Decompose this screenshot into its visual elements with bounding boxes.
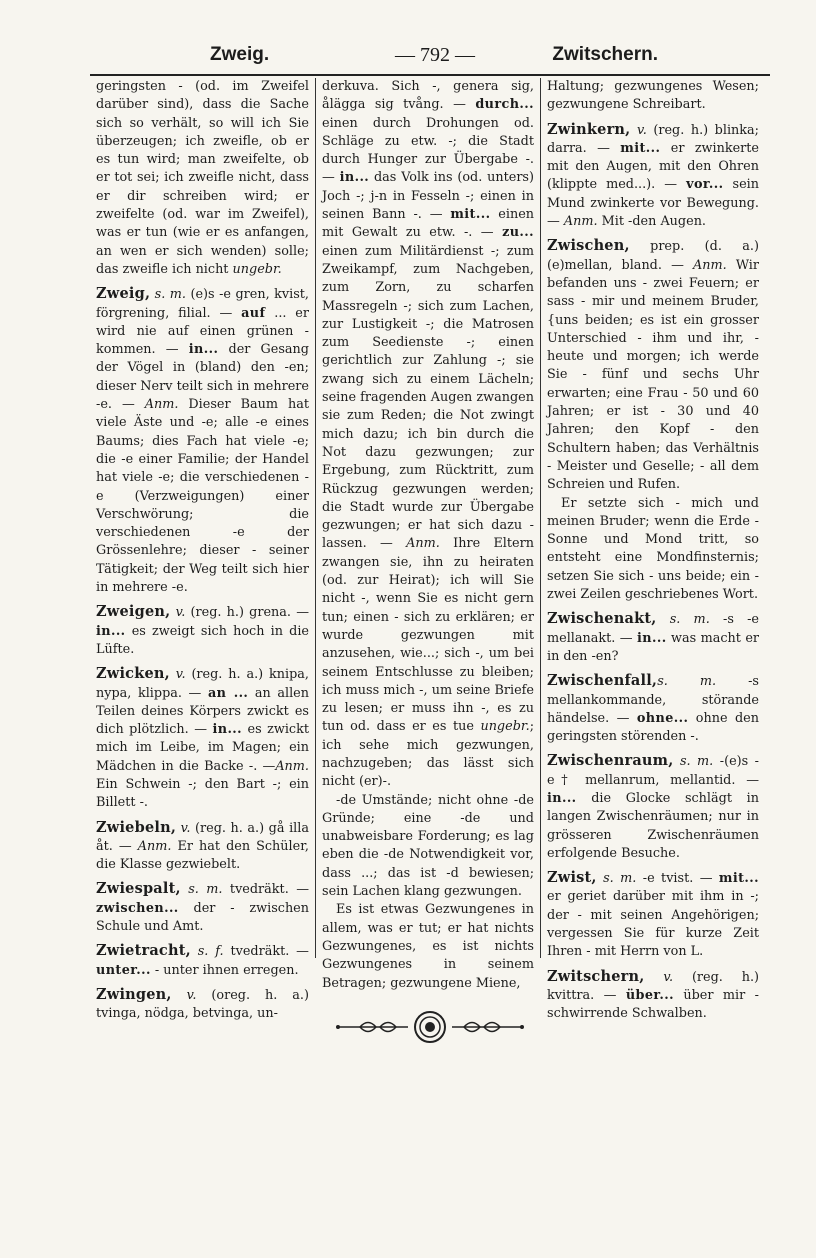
paragraph-gezwungen: Es ist etwas Gezwungenes in allem, was er tut; er hat nichts Gezwungenes, es ist nichts Gezwungenes in seinem Betragen; gezwungene Miene, — [322, 902, 534, 991]
headword: Zwingen, — [96, 985, 172, 1003]
paragraph-zwischen: Er setzte sich - mich und meinen Bruder; wenn die Erde - Sonne und Mond tritt, so entsteht eine Mondfinsternis; setzen Sie sich - uns beide; ein - zwei Zeilen geschriebenes Wort. — [547, 495, 759, 603]
entry-zweig: Zweig, s. m. (e)s -e gren, kvist, förgrening, filial. — auf ... er wird nie auf einen grünen - kommen. — in... der Gesang der Vögel in (bland) den -en; dieser Nerv teilt sich in mehrere -e. — Anm. Dieser Baum hat viele Äste und -e; alle -e eines Baums; dies Fach hat viele -e; die -e einer Familie; der Handel hat viele -e; die verschiedenen -e (Verzweigungen) einer Verschwörung; die verschiedenen -e der Grössenlehre; dieser - seiner Tätigkeit; der Weg teilt sich hier in mehrere -e. — [96, 285, 309, 596]
entry-zwischenfall: Zwischenfall,s. m. -s mellankommande, störande händelse. — ohne... ohne den geringsten störenden -. — [547, 672, 759, 745]
headword: Zwischenfall, — [547, 672, 658, 690]
page-number: — 792 — — [395, 44, 475, 66]
headword: Zwist, — [547, 869, 597, 887]
headword: Zweigen, — [96, 603, 171, 621]
entry-zwinkern: Zwinkern, v. (reg. h.) blinka; darra. — mit... er zwinkerte mit den Augen, mit den Ohren (klippte med...). — vor... sein Mund zwinkerte vor Bewegung. — Anm. Mit -den Augen. — [547, 120, 760, 230]
headword: Zwiespalt, — [96, 880, 181, 898]
entry-zwiebeln: Zwiebeln, v. (reg. h. a.) gå illa åt. — Anm. Er hat den Schüler, die Klasse gezwiebelt. — [96, 818, 309, 873]
entry-zwischen: Zwischen, prep. (d. a.) (e)mellan, bland. — Anm. Wir befanden uns - zwei Feuern; er sass - mir und meinem Bruder, {uns beiden; es ist ein grosser Unterschied - ihm und ihr, - heute und morgen; ich werde Sie - fünf und sechs Uhr erwarten; eine Frau - 50 und 60 Jahren; er ist - 30 und 40 Jahren; den Kopf - den Schultern haben; das Verhältnis - Meister und Geselle; - all dem Schreien und Rufen. — [547, 237, 759, 493]
dictionary-columns — [90, 78, 770, 1022]
entry-continuation: Haltung; gezwungenes Wesen; gezwungene Schreibart. — [547, 79, 759, 113]
headword: Zwischen, — [547, 237, 630, 255]
entry-zwischenraum: Zwischenraum, s. m. -(e)s -e† mellanrum, mellantid. — in... die Glocke schlägt in langen Zwischenräumen; nur in grösseren Zwischenräumen erfolgende Besuche. — [547, 752, 760, 861]
headword: Zwinkern, — [547, 120, 631, 138]
entry-zwitschern: Zwitschern, v. (reg. h.) kvittra. — über... über mir - schwirrende Schwalben. — [547, 967, 760, 1022]
entry-zwietracht: Zwietracht, s. f. tvedräkt. — unter... - unter ihnen erregen. — [96, 942, 309, 978]
entry-zwicken: Zwicken, v. (reg. h. a.) knipa, nypa, klippa. — an ... an allen Teilen deines Körpers zwickt es dich plötzlich. — in... es zwickt mich im Leibe, im Magen; ein Mädchen in die Backe -. —Anm. Ein Schwein -; den Bart -; ein Billett -. — [96, 665, 309, 811]
headword: Zwischenakt, — [547, 610, 657, 628]
paragraph-zwingend: -de Umstände; nicht ohne -de Gründe; eine -de und unabweisbare Forderung; es lag eben die -de Notwendigkeit vor, dass ...; das ist -d bewiesen; sein Lachen klang gezwungen. — [322, 792, 534, 900]
column-2 — [315, 78, 540, 991]
column-1 — [90, 78, 315, 1022]
column-3 — [540, 78, 765, 1022]
headword: Zwicken, — [96, 665, 170, 683]
entry-zwingen: Zwingen, v. (oreg. h. a.) tvinga, nödga, betvinga, un- — [96, 985, 309, 1022]
entry-zwingen-continued: derkuva. Sich -, genera sig, ålägga sig tvång. — durch... einen durch Drohungen od. Schläge zu etw. -; die Stadt durch Hunger zur Übergabe -. — in... das Volk ins (od. unters) Joch -; j-n in Fesseln -; einen in seinen Bann -. — mit... einen mit Gewalt zu etw. -. — zu... einen zum Militärdienst -; zum Zweikampf, zum Nachgeben, zum Zorn, zu scharfen Massregeln -; sich zum Lachen, zur Lustigkeit -; die Matrosen zum Seedienste -; einen gerichtlich zur Zahlung -; sie zwang sich zu einem Lächeln; seine fragenden Augen zwangen sie zum Reden; die Not zwingt mich dazu; ich bin durch die Not dazu gezwungen; zur Ergebung, zum Rücktritt, zum Rückzug gezwungen werden; die Stadt wurde zur Übergabe gezwungen; er hat sich dazu - lassen. — Anm. Ihre Eltern zwangen sie, ihn zu heiraten (od. zur Heirat); ich will Sie nicht -, wenn Sie es nicht gern tun; einen - sich zu erklären; er wurde gezwungen mit anzusehen, wie...; sich -, um bei seinem Entschlusse zu bleiben; ich muss mich -, um seine Briefe zu lesen; er muss ihn -, es zu tun od. dass er es tue ungebr.; ich sehe mich gezwungen, nachzugeben; das lässt sich nicht (er)-. — [322, 79, 535, 790]
entry-zwist: Zwist, s. m. -e tvist. — mit... er geriet darüber mit ihm in -; der - mit seinen Angehörigen; vergessen Sie für kurze Zeit Ihren - mit Herrn von L. — [547, 869, 759, 960]
running-header — [90, 40, 770, 76]
headword: Zweig, — [96, 285, 151, 303]
headword: Zwischenraum, — [547, 752, 674, 770]
headword: Zwiebeln, — [96, 818, 177, 836]
entry-continuation: geringsten - (od. im Zweifel darüber sind), dass die Sache sich so verhält, so will ich Sie überzeugen; ich zweifle, ob er es tun wird; man zweifelte, ob er tot sei; ich zweifle nicht, dass er dir schreiben wird; er zweifelte (od. war im Zweifel), was er tun (wie er es anfangen, an wen er sich wenden) solle; das zweifle ich nicht ungebr. — [96, 79, 309, 277]
header-left-word: Zweig. — [210, 44, 270, 65]
header-right-word: Zwitschern. — [552, 44, 658, 65]
tailpiece-ornament-icon — [330, 1010, 530, 1044]
headword: Zwitschern, — [547, 967, 645, 985]
headword: Zwietracht, — [96, 942, 191, 960]
entry-zweigen: Zweigen, v. (reg. h.) grena. — in... es zweigt sich hoch in die Lüfte. — [96, 603, 309, 657]
entry-zwischenakt: Zwischenakt, s. m. -s -e mellanakt. — in... was macht er in den -en? — [547, 610, 760, 664]
entry-zwiespalt: Zwiespalt, s. m. tvedräkt. — zwischen... der - zwischen Schule und Amt. — [96, 880, 309, 935]
